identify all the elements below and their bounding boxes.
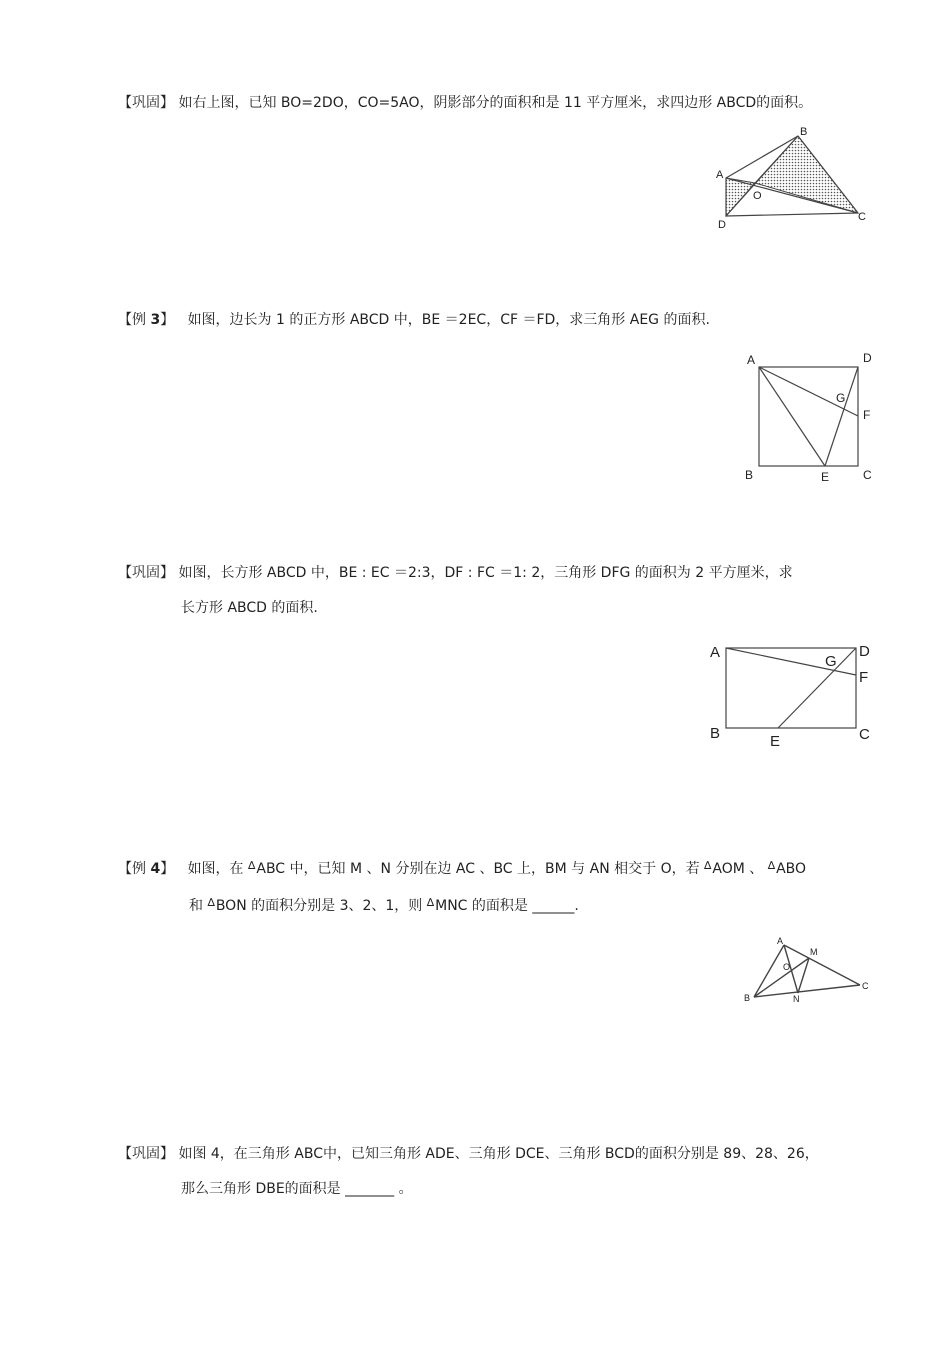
label-d: D <box>718 219 726 231</box>
label-b: B <box>745 468 754 482</box>
segment-mn <box>798 958 809 993</box>
label-m: M <box>810 947 818 957</box>
example-4-tag: 【例 4】 <box>118 861 175 877</box>
label-e: E <box>770 733 781 750</box>
problem-4-text-2: 和 ∆BON 的面积分别是 3、2、1，则 ∆MNC 的面积是 ______. <box>189 896 579 914</box>
square-figure <box>740 348 880 488</box>
problem-5-tag: 【巩固】 <box>118 1146 174 1162</box>
label-b: B <box>744 993 751 1003</box>
label-g: G <box>836 391 846 405</box>
label-g: G <box>825 653 837 670</box>
label-n: N <box>793 994 800 1004</box>
problem-3-text-2 <box>181 598 318 618</box>
problem-2-line-1: 如图，边长为 1 的正方形 ABCD 中，BE ＝2EC，CF ＝FD，求三角形 AEG 的面积. <box>187 312 710 328</box>
problem-3-line-2: 长方形 ABCD 的面积. <box>181 600 318 616</box>
label-f: F <box>863 408 871 422</box>
label-d: D <box>859 643 870 660</box>
label-d: D <box>863 351 872 365</box>
label-a: A <box>747 353 756 367</box>
triangle-symbol: ∆ <box>248 859 256 872</box>
triangle-figure <box>738 932 878 1012</box>
segment-ed <box>825 367 858 466</box>
label-e: E <box>821 470 830 484</box>
problem-5-line-2: 那么三角形 DBE的面积是 _______ 。 <box>181 1181 413 1197</box>
label-a: A <box>710 644 721 661</box>
rectangle-figure <box>700 638 890 748</box>
square-abcd <box>759 367 858 466</box>
problem-1-tag: 【巩固】 <box>118 95 174 111</box>
triangle-symbol: ∆ <box>704 859 712 872</box>
label-o: O <box>753 190 762 202</box>
label-o: O <box>783 962 791 972</box>
label-f: F <box>859 669 869 686</box>
label-b: B <box>800 126 808 138</box>
side-ab <box>754 945 784 997</box>
problem-4-text-1: 【例 4】 如图，在 ∆ABC 中，已知 M 、N 分别在边 AC 、BC 上，BM 与 AN 相交于 O，若 ∆AOM 、 ∆ABO <box>118 859 807 877</box>
label-c: C <box>863 468 872 482</box>
segment-ed <box>778 648 856 728</box>
triangle-symbol: ∆ <box>767 859 776 872</box>
problem-2-text <box>118 310 710 330</box>
side-dc <box>726 213 858 216</box>
problem-3-line-1: 如图，长方形 ABCD 中，BE : EC ＝2:3，DF : FC ＝1: 2，三角形 DFG 的面积为 2 平方厘米，求 <box>178 565 793 581</box>
label-c: C <box>862 981 869 991</box>
problem-1-line-1: 如右上图，已知 BO=2DO，CO=5AO，阴影部分的面积和是 11 平方厘米，求四边形 ABCD的面积。 <box>178 95 813 111</box>
quadrilateral-figure <box>710 122 880 237</box>
triangle-symbol: ∆ <box>207 896 215 909</box>
segment-ae <box>759 367 825 466</box>
triangle-symbol: ∆ <box>426 896 435 909</box>
problem-5-text-2 <box>181 1179 413 1199</box>
problem-1-text <box>118 93 812 113</box>
problem-5-line-1: 如图 4，在三角形 ABC中，已知三角形 ADE、三角形 DCE、三角形 BCD的面积分别是 89、28、26， <box>178 1146 819 1162</box>
side-ac <box>784 945 860 985</box>
label-a: A <box>777 936 784 946</box>
side-bc <box>754 985 860 997</box>
label-c: C <box>858 211 866 223</box>
problem-3-text-1 <box>118 563 793 583</box>
label-a: A <box>716 169 724 181</box>
example-3-tag: 【例 3】 <box>118 312 175 328</box>
problem-5-text-1 <box>118 1144 819 1164</box>
label-b: B <box>710 725 721 742</box>
problem-3-tag: 【巩固】 <box>118 565 174 581</box>
label-c: C <box>859 726 870 743</box>
